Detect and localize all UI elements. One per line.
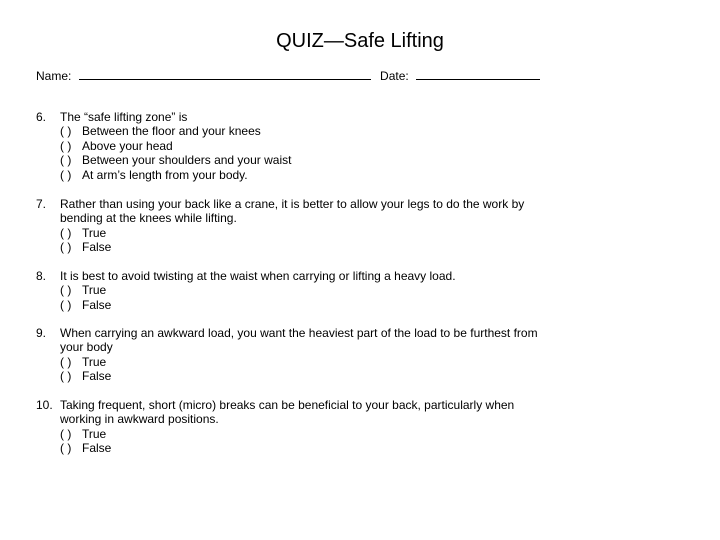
option-label: True (82, 426, 107, 441)
checkbox[interactable]: ( ) (60, 369, 72, 384)
answer-option[interactable] (36, 369, 676, 383)
checkbox[interactable]: ( ) (60, 297, 72, 312)
date-label: Date: (380, 69, 409, 83)
question-text: When carrying an awkward load, you want the heaviest part of the load to be furthest from your body (60, 326, 538, 355)
option-label: True (82, 225, 107, 240)
option-label: True (82, 283, 107, 298)
checkbox[interactable]: ( ) (60, 138, 72, 153)
question-text: Rather than using your back like a crane, it is better to allow your legs to do the work by bending at the knees while lifting. (60, 197, 525, 226)
answer-option[interactable] (36, 298, 676, 312)
question-9 (36, 326, 676, 384)
answer-option[interactable] (36, 283, 676, 297)
question-text: Taking frequent, short (micro) breaks can be beneficial to your back, particularly when working in awkward positions. (60, 398, 515, 427)
question-8 (36, 269, 676, 312)
answer-option[interactable] (36, 139, 676, 153)
answer-option[interactable] (36, 168, 676, 182)
option-label: False (82, 369, 112, 384)
name-date-line (36, 67, 540, 83)
question-6 (36, 110, 676, 182)
question-number: 9. (36, 326, 47, 340)
option-label: At arm’s length from your body. (82, 167, 248, 182)
option-label: Between the floor and your knees (82, 124, 261, 139)
question-number: 10. (36, 398, 53, 412)
option-label: Between your shoulders and your waist (82, 153, 292, 168)
option-label: False (82, 297, 112, 312)
checkbox[interactable]: ( ) (60, 426, 72, 441)
question-number: 6. (36, 110, 47, 124)
checkbox[interactable]: ( ) (60, 240, 72, 255)
name-label: Name: (36, 69, 72, 83)
option-label: False (82, 240, 112, 255)
answer-option[interactable] (36, 240, 676, 254)
answer-option[interactable] (36, 153, 676, 167)
answer-option[interactable] (36, 441, 676, 455)
question-text: It is best to avoid twisting at the waist when carrying or lifting a heavy load. (60, 269, 456, 283)
answer-option[interactable] (36, 355, 676, 369)
option-label: False (82, 441, 112, 456)
checkbox[interactable]: ( ) (60, 225, 72, 240)
question-number: 7. (36, 197, 47, 211)
date-blank-field[interactable] (416, 67, 540, 80)
checkbox[interactable]: ( ) (60, 153, 72, 168)
name-blank-field[interactable] (79, 67, 371, 80)
quiz-title: QUIZ—Safe Lifting (276, 30, 444, 52)
option-label: True (82, 354, 107, 369)
question-10 (36, 398, 676, 456)
answer-option[interactable] (36, 427, 676, 441)
option-label: Above your head (82, 138, 173, 153)
checkbox[interactable]: ( ) (60, 124, 72, 139)
answer-option[interactable] (36, 124, 676, 138)
checkbox[interactable]: ( ) (60, 354, 72, 369)
checkbox[interactable]: ( ) (60, 283, 72, 298)
question-number: 8. (36, 269, 47, 283)
answer-option[interactable] (36, 226, 676, 240)
question-7 (36, 197, 676, 255)
checkbox[interactable]: ( ) (60, 167, 72, 182)
question-text: The “safe lifting zone” is (60, 110, 188, 124)
checkbox[interactable]: ( ) (60, 441, 72, 456)
